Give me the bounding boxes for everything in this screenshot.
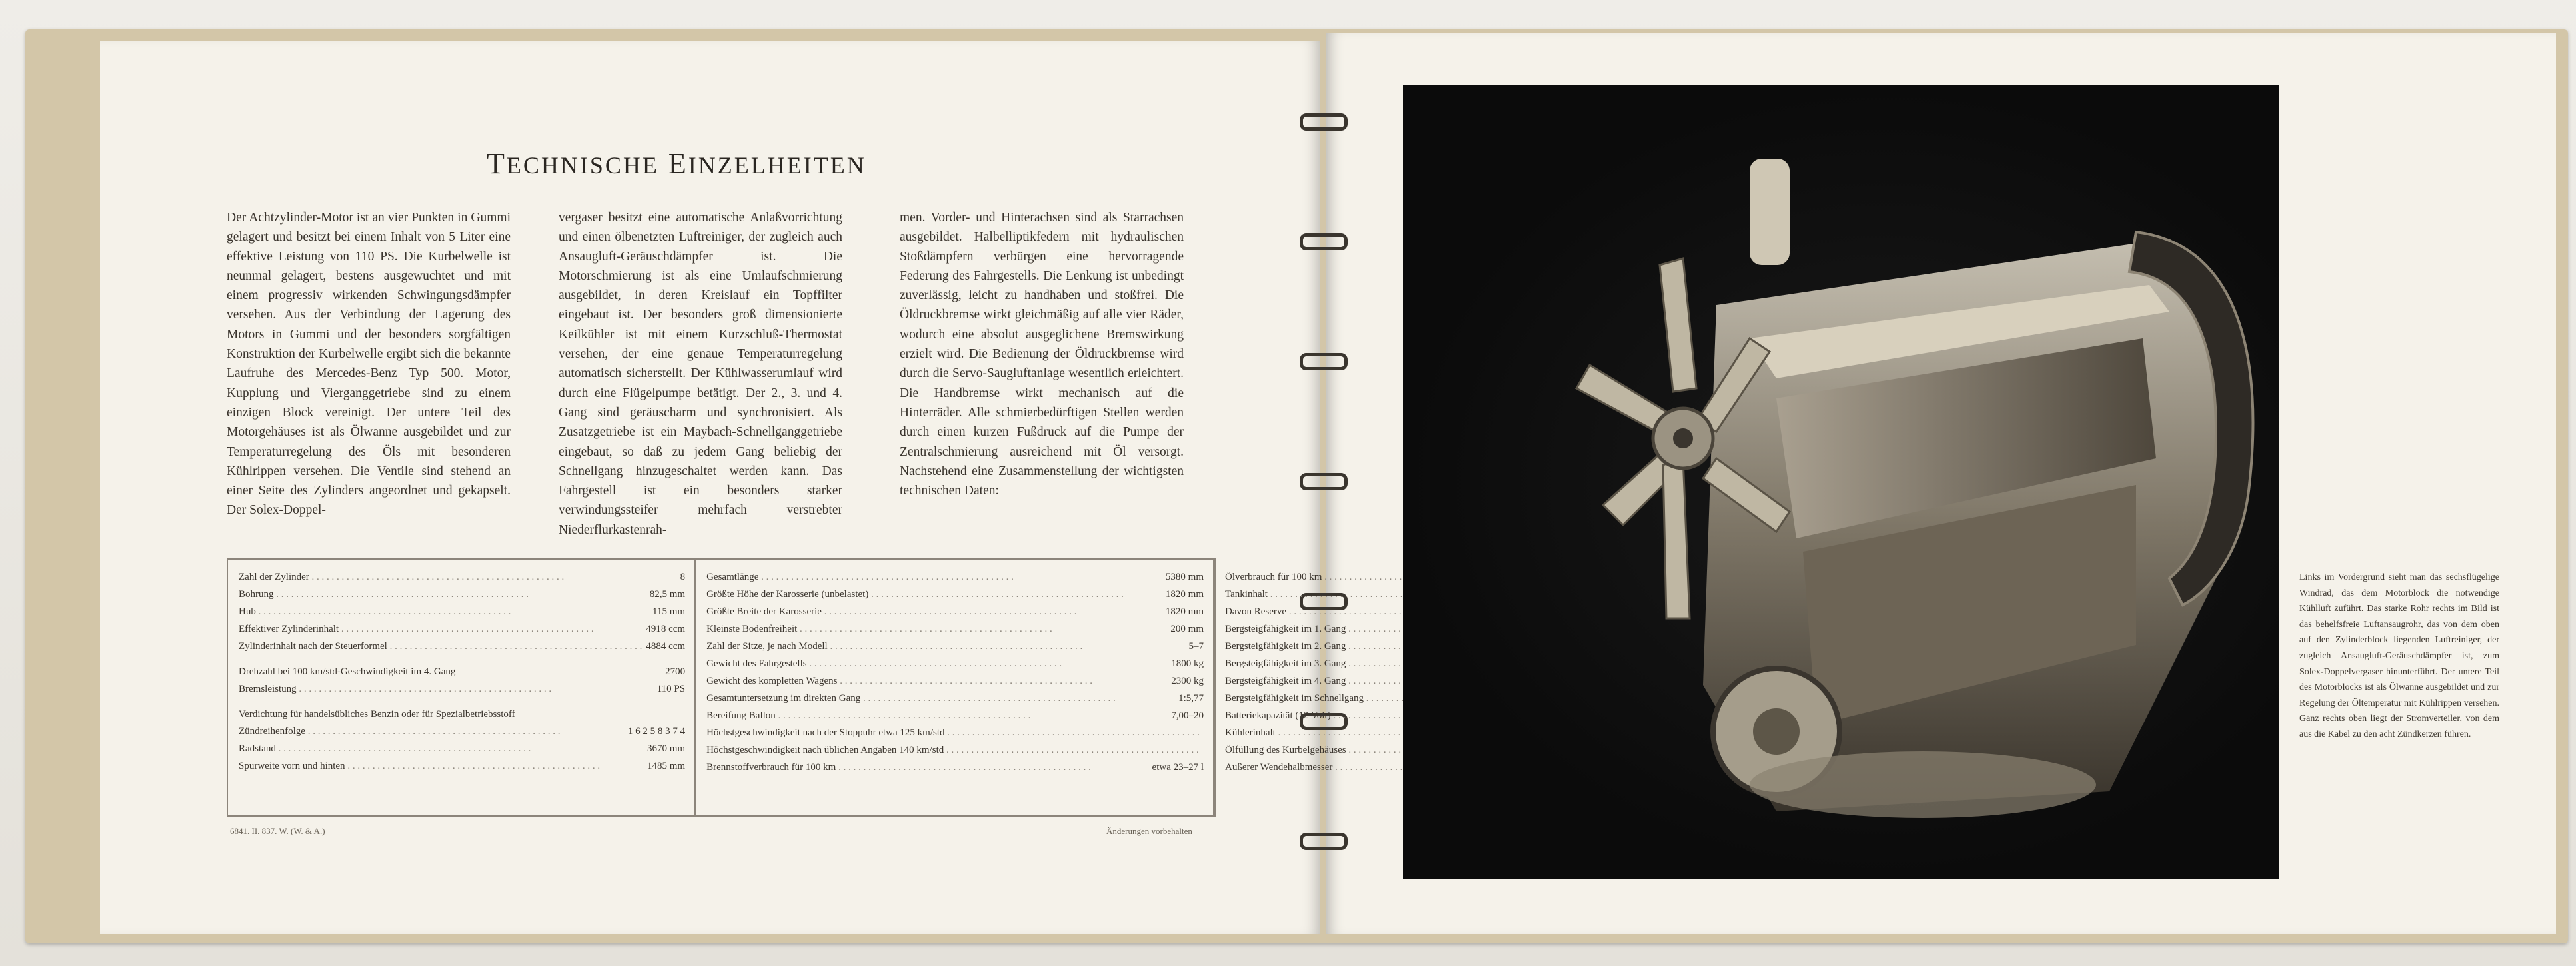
spec-label: Zündreihenfolge . . . <box>239 727 624 737</box>
spec-table <box>227 558 1364 817</box>
spec-label: Bremsleistung . . . <box>239 684 653 694</box>
spec-label: Höchstgeschwindigkeit nach der Stoppuhr etwa 125 km/std . . . <box>706 728 1200 738</box>
engine-photo <box>1403 85 2279 879</box>
spec-value: 8 <box>680 572 686 582</box>
spec-row <box>706 738 1204 755</box>
spec-value: 2700 <box>665 666 686 677</box>
spec-value: 200 mm <box>1170 624 1204 634</box>
text-column-3 <box>900 208 1184 500</box>
spec-label: Effektiver Zylinderinhalt . . . <box>239 624 642 634</box>
spec-row <box>239 634 685 652</box>
spec-row <box>706 669 1204 686</box>
spec-value: 1820 mm <box>1165 606 1204 617</box>
spec-label: Ölverbrauch für 100 km . . . <box>1225 572 1619 582</box>
spec-label: Zylinderinhalt nach der Steuerformel . . . <box>239 642 642 652</box>
title-word: INZELHEITEN <box>688 152 866 179</box>
spec-value: 110 PS <box>656 684 686 694</box>
spec-label: Zahl der Sitze, je nach Modell . . . <box>706 642 1184 652</box>
spec-row <box>706 704 1204 721</box>
spec-row <box>239 737 685 754</box>
spec-label: Größte Höhe der Karosserie (unbelastet) . . . <box>706 590 1162 600</box>
spec-label: Bohrung . . . <box>239 590 646 600</box>
spec-label: Zahl der Zylinder . . . <box>239 572 676 582</box>
binding-ring <box>1300 233 1348 250</box>
spec-value: 1:5,77 <box>1178 693 1204 704</box>
spec-label: Größte Breite der Karosserie . . . <box>706 607 1162 617</box>
spec-value: 7,00–20 <box>1171 710 1204 721</box>
spec-row <box>239 754 685 771</box>
spec-row <box>239 652 685 677</box>
spec-label: Gesamtlänge . . . <box>706 572 1162 582</box>
page-title <box>487 147 866 181</box>
spec-value: 5–7 <box>1188 641 1204 652</box>
print-code: 6841. II. 837. W. (W. & A.) <box>230 826 325 836</box>
spec-column-1 <box>228 560 696 815</box>
paragraph: vergaser besitzt eine automatische Anlaßvorrichtung und einen ölbenetzten Luftreiniger, der zugleich auch Ansaugluft-Geräuschdämpfer ist. Die Motorschmierung ist als eine Umlaufschmierung ausgebildet, in deren Kreislauf ein Topffilter eingebaut ist. Der besonders groß dimensionierte Keilkühler ist mit einem Kurzschluß-Thermostat versehen, der eine genaue Temperaturregelung automatisch sicherstellt. Der Kühlwasserumlauf wird durch eine Flügelpumpe betätigt. Der 2., 3. und 4. Gang sind geräuscharm und synchronisiert. Als Zusatzgetriebe ist ein Maybach-Schnellganggetriebe eingebaut, so daß zu jedem Gang beliebig der Schnellgang hinzugeschaltet werden kann. Das Fahrgestell ist ein besonders starker verwindungssteifer mehrfach verstrebter Niederflurkastenrah- <box>559 211 842 537</box>
spec-label: Bergsteigfähigkeit im 1. Gang . . . <box>1225 624 1601 634</box>
spec-row <box>706 617 1204 634</box>
spec-value: 1820 mm <box>1165 589 1204 600</box>
spec-row <box>239 694 685 720</box>
spec-label: Brennstoffverbrauch für 100 km . . . <box>706 763 1148 773</box>
spec-row <box>239 677 685 694</box>
spec-row <box>706 652 1204 669</box>
paragraph: Der Achtzylinder-Motor ist an vier Punkten in Gummi gelagert und besitzt bei einem Inhalt von 5 Liter eine effektive Leistung von 110 PS. Die Kurbelwelle ist neunmal gelagert, bestens ausgewuchtet und mit einem progressiv wirkenden Schwingungsdämpfer versehen. Aus der Verbindung der Lagerung des Motors in Gummi und der besonders sorgfältigen Konstruktion der Kurbelwelle ergibt sich die bekannte Laufruhe des Mercedes-Benz Typ 500. Motor, Kupplung und Vierganggetriebe sind zu einem einzigen Block vereinigt. Der untere Teil des Motorgehäuses ist als Ölwanne ausgebildet und zur Temperaturregelung des Öls mit besonderen Kühlrippen versehen. Die Ventile sind stehend an einer Seite des Zylinders angeordnet und gekapselt. Der Solex-Doppel- <box>227 211 511 518</box>
binding-ring <box>1300 353 1348 370</box>
spec-value: 1485 mm <box>646 761 686 771</box>
spec-row <box>706 721 1204 738</box>
spec-row <box>706 565 1204 582</box>
spec-row <box>706 686 1204 704</box>
spec-label: Kleinste Bodenfreiheit . . . <box>706 624 1166 634</box>
spec-column-2 <box>696 560 1214 815</box>
photo-caption: Links im Vordergrund sieht man das sechsflügelige Windrad, das dem Motorblock die notwendige Kühlluft zuführt. Das starke Rohr rechts im Bild ist das behelfsfreie Luftansaugrohr, das von dem oben auf den Zylinderblock liegenden Luftreiniger, der zugleich Ansaugluft-Geräuschdämpfer ist, zum Solex-Doppelvergaser hinunterführt. Der untere Teil des Motorblocks ist als Ölwanne ausgebildet und zur Regelung der Öltemperatur mit Kühlrippen versehen. Ganz rechts oben liegt der Stromverteiler, von dem aus die Kabel zu den acht Zündkerzen führen. <box>2299 572 2499 739</box>
spec-row <box>706 582 1204 600</box>
spec-label: Gewicht des kompletten Wagens . . . <box>706 676 1167 686</box>
binding-ring <box>1300 833 1348 850</box>
spec-label: Kühlerinhalt . . . <box>1225 728 1643 738</box>
spec-label: Gesamtuntersetzung im direkten Gang . . . <box>706 694 1174 704</box>
spec-label: Gewicht des Fahrgestells . . . <box>706 659 1167 669</box>
spec-label: Hub . . . <box>239 607 648 617</box>
spec-value: 4884 ccm <box>646 641 686 652</box>
spec-row <box>239 617 685 634</box>
spec-row <box>239 720 685 737</box>
spec-label: Äußerer Wendehalbmesser . . . <box>1225 763 1630 773</box>
binding-ring <box>1300 113 1348 131</box>
spec-label: Tankinhalt . . . <box>1225 590 1643 600</box>
spec-label: Höchstgeschwindigkeit nach üblichen Angaben 140 km/std . . . <box>706 745 1200 755</box>
spec-row <box>706 755 1204 773</box>
spec-value: 2300 kg <box>1171 676 1204 686</box>
spec-row <box>706 634 1204 652</box>
spec-value: 4918 ccm <box>646 624 686 634</box>
spec-value: 5380 mm <box>1165 572 1204 582</box>
spec-row <box>706 600 1204 617</box>
text-column-2 <box>559 208 842 540</box>
spec-value: 115 mm <box>652 606 686 617</box>
spec-value: 1 6 2 5 8 3 7 4 <box>627 726 686 737</box>
title-letter: T <box>487 147 507 180</box>
engine-illustration <box>1403 85 2279 879</box>
spec-label: Batteriekapazität (12 Volt) . . . <box>1225 711 1611 721</box>
title-letter: E <box>668 147 688 180</box>
spec-value: etwa 23–27 l <box>1152 762 1204 773</box>
spec-label: Verdichtung für handelsübliches Benzin oder für Spezialbetriebsstoff <box>239 710 515 720</box>
paragraph: men. Vorder- und Hinterachsen sind als Starrachsen ausgebildet. Halbelliptikfedern mit hydraulischen Stoßdämpfern verbürgen eine hervorragende Federung des Fahrgestells. Die Lenkung ist unbedingt zuverlässig, leicht zu handhaben und stoßfrei. Die Öldruckbremse wirkt gleichmäßig auf alle vier Räder, wodurch eine absolut ausgeglichene Bremswirkung erzielt wird. Die Bedienung der Öldruckbremse wird durch die Servo-Saugluftanlage wesentlich erleichtert. Die Handbremse wirkt mechanisch auf die Hinterräder. Alle schmierbedürftigen Stellen werden durch einen kurzen Fußdruck auf die Pumpe der Zentralschmierung ausreichend mit Öl versorgt. Nachstehend eine Zusammenstellung der wichtigsten technischen Daten: <box>900 211 1184 498</box>
spec-label: Bereifung Ballon . . . <box>706 711 1167 721</box>
spec-row <box>239 600 685 617</box>
spec-label: Spurweite vorn und hinten . . . <box>239 761 643 771</box>
text-column-1 <box>227 208 511 520</box>
spec-row <box>239 582 685 600</box>
disclaimer: Änderungen vorbehalten <box>1106 826 1192 836</box>
spec-label: Drehzahl bei 100 km/std-Geschwindigkeit im 4. Gang <box>239 667 456 677</box>
spec-label: Radstand . . . <box>239 744 643 754</box>
binding-ring <box>1300 473 1348 490</box>
spec-value: 3670 mm <box>646 743 686 754</box>
spec-label: Ölfüllung des Kurbelgehäuses . . . <box>1225 745 1643 755</box>
title-word: ECHNISCHE <box>506 152 659 179</box>
spec-label: Davon Reserve . . . <box>1225 607 1643 617</box>
spec-row <box>239 565 685 582</box>
spec-label: Bergsteigfähigkeit im Schnellgang . . . <box>1225 694 1621 704</box>
spec-value: 82,5 mm <box>649 589 686 600</box>
spec-value: 1800 kg <box>1171 658 1204 669</box>
spec-label: Bergsteigfähigkeit im 3. Gang . . . <box>1225 659 1616 669</box>
spec-label: Bergsteigfähigkeit im 4. Gang . . . <box>1225 676 1616 686</box>
spec-label: Bergsteigfähigkeit im 2. Gang . . . <box>1225 642 1616 652</box>
